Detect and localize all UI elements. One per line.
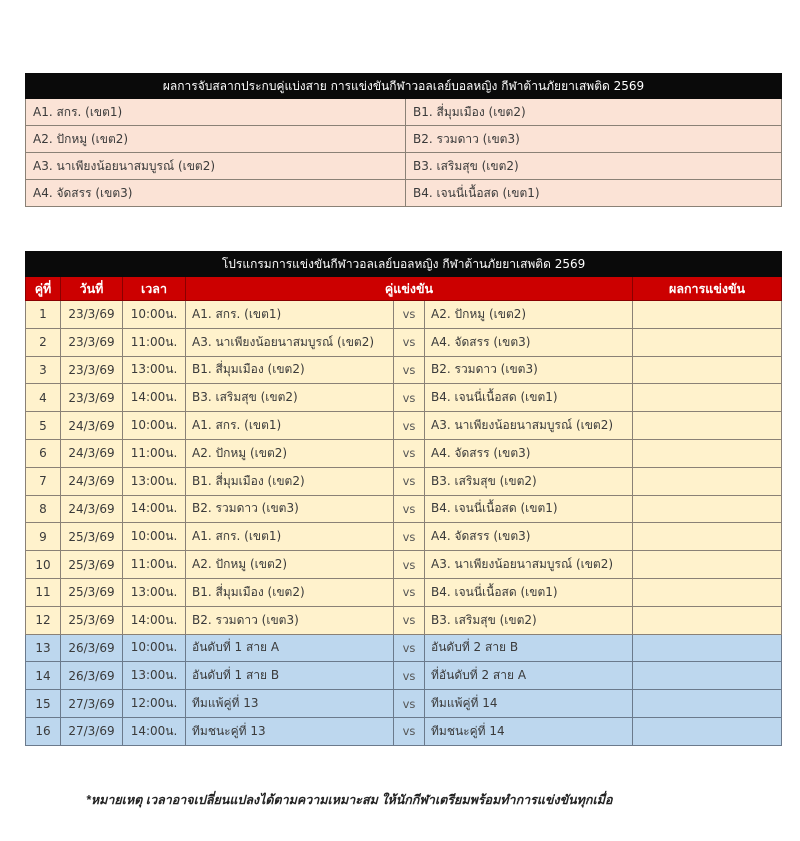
match-number: 1: [26, 301, 61, 329]
match-number: 16: [26, 717, 61, 745]
vs-label: vs: [394, 578, 425, 606]
away-team: A4. จัดสรร (เขต3): [425, 523, 633, 551]
match-date: 27/3/69: [61, 717, 123, 745]
match-result[interactable]: [633, 578, 782, 606]
match-date: 25/3/69: [61, 606, 123, 634]
header-result: ผลการแข่งขัน: [633, 277, 782, 301]
draw-row: [26, 126, 782, 153]
match-time: 14:00น.: [123, 495, 186, 523]
home-team: A2. ปักหมู (เขต2): [186, 439, 394, 467]
vs-label: vs: [394, 384, 425, 412]
match-date: 24/3/69: [61, 467, 123, 495]
match-result[interactable]: [633, 634, 782, 662]
match-time: 10:00น.: [123, 634, 186, 662]
home-team: อันดับที่ 1 สาย B: [186, 662, 394, 690]
match-time: 13:00น.: [123, 467, 186, 495]
schedule-row: [26, 523, 782, 551]
vs-label: vs: [394, 356, 425, 384]
match-number: 7: [26, 467, 61, 495]
match-result[interactable]: [633, 412, 782, 440]
schedule-row: [26, 717, 782, 745]
away-team: A4. จัดสรร (เขต3): [425, 439, 633, 467]
group-a-team: A4. จัดสรร (เขต3): [26, 180, 406, 207]
draw-results-table: [25, 73, 782, 207]
vs-label: vs: [394, 551, 425, 579]
schedule-row: [26, 356, 782, 384]
home-team: B2. รวมดาว (เขต3): [186, 495, 394, 523]
schedule-row: [26, 634, 782, 662]
vs-label: vs: [394, 634, 425, 662]
match-date: 24/3/69: [61, 495, 123, 523]
vs-label: vs: [394, 717, 425, 745]
away-team: B4. เจนนี่เนื้อสด (เขต1): [425, 578, 633, 606]
match-date: 23/3/69: [61, 356, 123, 384]
schedule-row: [26, 578, 782, 606]
away-team: A2. ปักหมู (เขต2): [425, 301, 633, 329]
match-date: 26/3/69: [61, 662, 123, 690]
match-number: 6: [26, 439, 61, 467]
header-date: วันที่: [61, 277, 123, 301]
match-result[interactable]: [633, 384, 782, 412]
home-team: อันดับที่ 1 สาย A: [186, 634, 394, 662]
match-number: 4: [26, 384, 61, 412]
match-result[interactable]: [633, 662, 782, 690]
match-date: 23/3/69: [61, 328, 123, 356]
match-result[interactable]: [633, 523, 782, 551]
group-a-team: A1. สกร. (เขต1): [26, 99, 406, 126]
home-team: ทีมชนะคู่ที่ 13: [186, 717, 394, 745]
match-number: 12: [26, 606, 61, 634]
match-time: 10:00น.: [123, 301, 186, 329]
away-team: ที่อันดับที่ 2 สาย A: [425, 662, 633, 690]
match-time: 13:00น.: [123, 662, 186, 690]
group-b-team: B4. เจนนี่เนื้อสด (เขต1): [406, 180, 782, 207]
footnote: *หมายเหตุ เวลาอาจเปลี่ยนแปลงได้ตามความเหมาะสม ให้นักกีฬาเตรียมพร้อมทำการแข่งขันทุกเมื่อ: [86, 793, 613, 807]
vs-label: vs: [394, 328, 425, 356]
schedule-row: [26, 551, 782, 579]
vs-label: vs: [394, 606, 425, 634]
match-result[interactable]: [633, 467, 782, 495]
away-team: ทีมชนะคู่ที่ 14: [425, 717, 633, 745]
group-a-team: A2. ปักหมู (เขต2): [26, 126, 406, 153]
home-team: B1. สี่มุมเมือง (เขต2): [186, 467, 394, 495]
home-team: B1. สี่มุมเมือง (เขต2): [186, 356, 394, 384]
away-team: A3. นาเพียงน้อยนาสมบูรณ์ (เขต2): [425, 412, 633, 440]
vs-label: vs: [394, 439, 425, 467]
away-team: A4. จัดสรร (เขต3): [425, 328, 633, 356]
match-number: 3: [26, 356, 61, 384]
match-date: 25/3/69: [61, 551, 123, 579]
home-team: B1. สี่มุมเมือง (เขต2): [186, 578, 394, 606]
group-a-team: A3. นาเพียงน้อยนาสมบูรณ์ (เขต2): [26, 153, 406, 180]
home-team: A1. สกร. (เขต1): [186, 523, 394, 551]
header-teams: คู่แข่งขัน: [186, 277, 633, 301]
away-team: B4. เจนนี่เนื้อสด (เขต1): [425, 495, 633, 523]
schedule-row: [26, 439, 782, 467]
vs-label: vs: [394, 495, 425, 523]
schedule-row: [26, 690, 782, 718]
match-time: 11:00น.: [123, 551, 186, 579]
home-team: ทีมแพ้คู่ที่ 13: [186, 690, 394, 718]
match-number: 5: [26, 412, 61, 440]
home-team: A2. ปักหมู (เขต2): [186, 551, 394, 579]
match-date: 25/3/69: [61, 578, 123, 606]
vs-label: vs: [394, 412, 425, 440]
schedule-row: [26, 467, 782, 495]
away-team: A3. นาเพียงน้อยนาสมบูรณ์ (เขต2): [425, 551, 633, 579]
match-result[interactable]: [633, 690, 782, 718]
vs-label: vs: [394, 690, 425, 718]
match-result[interactable]: [633, 551, 782, 579]
draw-row: [26, 153, 782, 180]
match-result[interactable]: [633, 301, 782, 329]
home-team: B3. เสริมสุข (เขต2): [186, 384, 394, 412]
schedule-row: [26, 495, 782, 523]
match-date: 24/3/69: [61, 412, 123, 440]
match-time: 13:00น.: [123, 578, 186, 606]
match-date: 27/3/69: [61, 690, 123, 718]
match-number: 2: [26, 328, 61, 356]
match-time: 11:00น.: [123, 439, 186, 467]
match-time: 10:00น.: [123, 523, 186, 551]
schedule-row: [26, 301, 782, 329]
match-number: 9: [26, 523, 61, 551]
home-team: A1. สกร. (เขต1): [186, 301, 394, 329]
match-date: 26/3/69: [61, 634, 123, 662]
match-time: 14:00น.: [123, 384, 186, 412]
group-b-team: B1. สี่มุมเมือง (เขต2): [406, 99, 782, 126]
match-date: 23/3/69: [61, 301, 123, 329]
away-team: อันดับที่ 2 สาย B: [425, 634, 633, 662]
draw-row: [26, 99, 782, 126]
match-result[interactable]: [633, 495, 782, 523]
match-result[interactable]: [633, 328, 782, 356]
match-time: 13:00น.: [123, 356, 186, 384]
schedule-row: [26, 328, 782, 356]
group-b-team: B3. เสริมสุข (เขต2): [406, 153, 782, 180]
header-match-no: คู่ที่: [26, 277, 61, 301]
home-team: A3. นาเพียงน้อยนาสมบูรณ์ (เขต2): [186, 328, 394, 356]
vs-label: vs: [394, 467, 425, 495]
away-team: B2. รวมดาว (เขต3): [425, 356, 633, 384]
draw-results-title: ผลการจับสลากประกบคู่แบ่งสาย การแข่งขันกีฬาวอลเลย์บอลหญิง กีฬาต้านภัยยาเสพติด 2569: [26, 74, 782, 99]
vs-label: vs: [394, 523, 425, 551]
match-date: 25/3/69: [61, 523, 123, 551]
match-result[interactable]: [633, 606, 782, 634]
group-b-team: B2. รวมดาว (เขต3): [406, 126, 782, 153]
schedule-row: [26, 662, 782, 690]
match-result[interactable]: [633, 356, 782, 384]
schedule-title: โปรแกรมการแข่งขันกีฬาวอลเลย์บอลหญิง กีฬาต้านภัยยาเสพติด 2569: [26, 252, 782, 277]
header-time: เวลา: [123, 277, 186, 301]
match-time: 10:00น.: [123, 412, 186, 440]
match-number: 13: [26, 634, 61, 662]
match-number: 11: [26, 578, 61, 606]
schedule-row: [26, 606, 782, 634]
match-number: 14: [26, 662, 61, 690]
match-time: 11:00น.: [123, 328, 186, 356]
home-team: A1. สกร. (เขต1): [186, 412, 394, 440]
match-time: 14:00น.: [123, 717, 186, 745]
draw-row: [26, 180, 782, 207]
vs-label: vs: [394, 662, 425, 690]
schedule-row: [26, 384, 782, 412]
away-team: B4. เจนนี่เนื้อสด (เขต1): [425, 384, 633, 412]
vs-label: vs: [394, 301, 425, 329]
match-date: 24/3/69: [61, 439, 123, 467]
away-team: B3. เสริมสุข (เขต2): [425, 606, 633, 634]
away-team: B3. เสริมสุข (เขต2): [425, 467, 633, 495]
away-team: ทีมแพ้คู่ที่ 14: [425, 690, 633, 718]
match-time: 14:00น.: [123, 606, 186, 634]
match-result[interactable]: [633, 717, 782, 745]
match-number: 10: [26, 551, 61, 579]
schedule-row: [26, 412, 782, 440]
match-number: 8: [26, 495, 61, 523]
match-number: 15: [26, 690, 61, 718]
home-team: B2. รวมดาว (เขต3): [186, 606, 394, 634]
match-date: 23/3/69: [61, 384, 123, 412]
schedule-table: [25, 251, 782, 746]
match-result[interactable]: [633, 439, 782, 467]
match-time: 12:00น.: [123, 690, 186, 718]
